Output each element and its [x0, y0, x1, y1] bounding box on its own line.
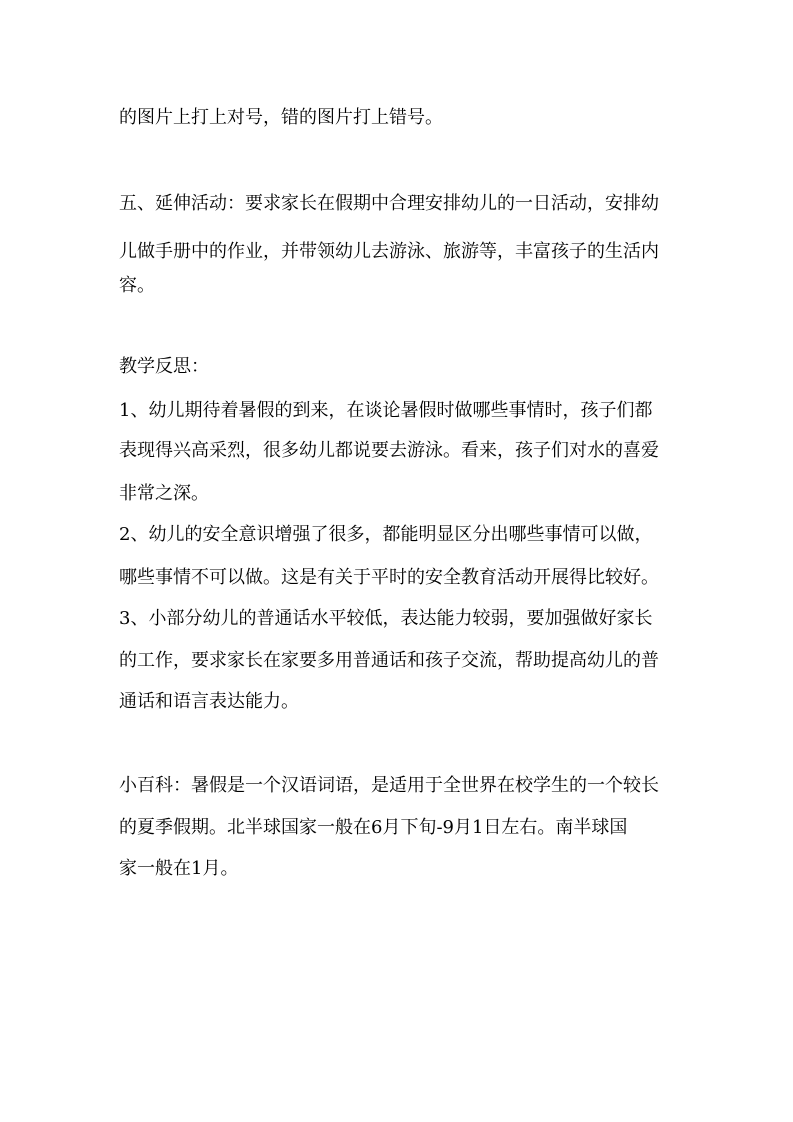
reflection-point-1-line-2: 表现得兴高采烈，很多幼儿都说要去游泳。看来，孩子们对水的喜爱	[119, 440, 659, 461]
reflection-point-3-line-3: 通话和语言表达能力。	[119, 691, 299, 712]
reflection-point-1-line-3: 非常之深。	[119, 483, 209, 504]
reflection-point-1-line-1: 1、幼儿期待着暑假的到来，在谈论暑假时做哪些事情时，孩子们都	[119, 400, 653, 421]
extension-activity-line-3: 容。	[119, 275, 155, 296]
extension-activity-line-2: 儿做手册中的作业，并带领幼儿去游泳、旅游等，丰富孩子的生活内	[119, 241, 659, 262]
reflection-heading: 教学反思：	[119, 356, 209, 377]
reflection-point-3-line-1: 3、小部分幼儿的普通话水平较低，表达能力较弱，要加强做好家长	[119, 608, 653, 629]
reflection-point-3-line-2: 的工作，要求家长在家要多用普通话和孩子交流，帮助提高幼儿的普	[119, 650, 659, 671]
continuation-line: 的图片上打上对号，错的图片打上错号。	[119, 107, 443, 128]
reflection-point-2-line-2: 哪些事情不可以做。这是有关于平时的安全教育活动开展得比较好。	[119, 567, 659, 588]
reflection-point-2-line-1: 2、幼儿的安全意识增强了很多，都能明显区分出哪些事情可以做，	[119, 524, 653, 545]
encyclopedia-line-3: 家一般在1月。	[119, 858, 239, 879]
extension-activity-line-1: 五、延伸活动：要求家长在假期中合理安排幼儿的一日活动，安排幼	[119, 193, 659, 214]
encyclopedia-line-1: 小百科：暑假是一个汉语词语，是适用于全世界在校学生的一个较长	[119, 775, 659, 796]
encyclopedia-line-2: 的夏季假期。北半球国家一般在6月下旬-9月1日左右。南半球国	[119, 817, 628, 838]
